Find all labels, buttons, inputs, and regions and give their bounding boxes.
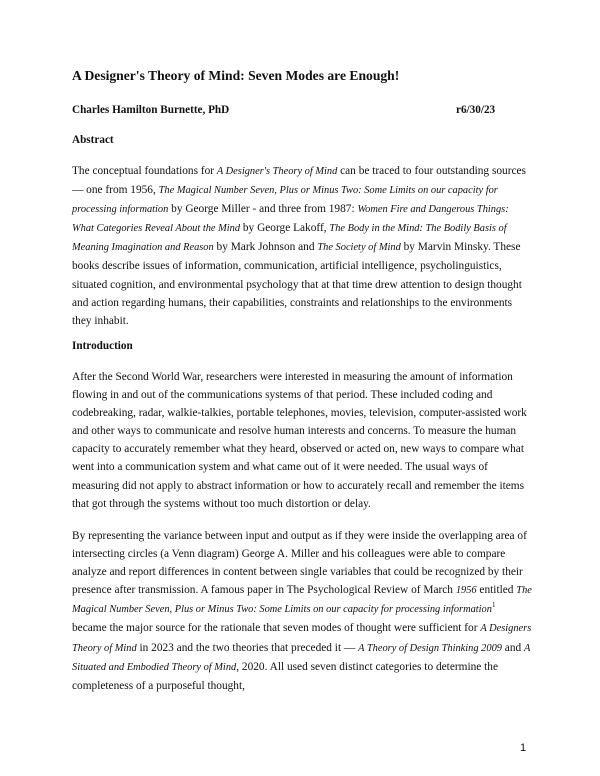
italic-title: Women Fire and Dangerous Things: What Categories Reveal About the Mind bbox=[72, 204, 509, 235]
text-run: by Mark Johnson and bbox=[213, 241, 318, 254]
text-run: , 2020. All used seven distinct categories to determine the completeness of a purposeful thought, bbox=[72, 660, 499, 692]
text-run: By representing the variance between input and output as if they were inside the overlapping area of intersecting circles (a Venn diagram) George A. Miller and his colleagues were able to compare analyze and report differences in content between single variables that could be recognized by their presence after transmission. A famous paper in The Psychological Review of March bbox=[72, 530, 527, 597]
introduction-paragraph-2 bbox=[72, 527, 532, 695]
introduction-heading: Introduction bbox=[72, 340, 133, 352]
text-run: The conceptual foundations for bbox=[72, 165, 217, 177]
text-run: and bbox=[501, 641, 525, 654]
italic-title: A Designers Theory of Mind bbox=[72, 623, 532, 654]
document-title: A Designer's Theory of Mind: Seven Modes are Enough! bbox=[72, 68, 400, 83]
revision-date: r6/30/23 bbox=[456, 104, 496, 116]
abstract-heading: Abstract bbox=[72, 134, 114, 146]
text-run: can be traced to four outstanding sources — one from 1956, bbox=[72, 165, 526, 197]
text-run: by George Lakoff, bbox=[240, 222, 330, 235]
text-run: became the major source for the rationale that seven modes of thought were sufficient for bbox=[72, 622, 481, 635]
italic-year: 1956 bbox=[455, 585, 477, 597]
italic-title: The Body in the Mind: The Bodily Basis of Meaning Imagination and Reason bbox=[72, 223, 507, 254]
text-run: by George Miller - and three from 1987: bbox=[168, 203, 358, 216]
author-name: Charles Hamilton Burnette, PhD bbox=[72, 104, 230, 116]
italic-title: A Designer's Theory of Mind bbox=[216, 166, 338, 177]
italic-title: A Situated and Embodied Theory of Mind bbox=[72, 642, 531, 673]
italic-title: The Magical Number Seven, Plus or Minus Two: Some Limits on our capacity for processing information bbox=[72, 185, 498, 216]
footnote-reference[interactable]: 1 bbox=[491, 601, 496, 610]
italic-title: The Magical Number Seven, Plus or Minus Two: Some Limits on our capacity for processing information bbox=[72, 585, 532, 616]
abstract-paragraph bbox=[72, 162, 532, 330]
introduction-paragraph-1: After the Second World War, researchers were interested in measuring the amount of information flowing in and out of the communications systems of that period. These included coding and codebreaking, radar, walkie-talkies, portable telephones, movies, television, computer-assisted work and other ways to communicate and resolve human interests and concerns. To measure the human capacity to accurately remember what they heard, observed or acted on, new ways to compare what went into a communication system and what came out of it were needed. The usual ways of measuring did not apply to abstract information or how to accurately recall and remember the items that got through the systems without too much distortion or delay. bbox=[72, 371, 527, 510]
italic-title: A Theory of Design Thinking 2009 bbox=[358, 642, 502, 654]
text-run: by Marvin Minsky. These books describe issues of information, communication, artificial intelligence, psycholinguistics, situated cognition, and environmental psychology that at that time drew attention to design thought and action regarding humans, their capabilities, constraints and relationships to the environments they inhabit. bbox=[72, 241, 522, 327]
italic-title: The Society of Mind bbox=[317, 242, 401, 254]
text-run: entitled bbox=[476, 584, 517, 597]
text-run: in 2023 and the two theories that preceded it — bbox=[136, 641, 359, 654]
page-number: 1 bbox=[520, 742, 527, 754]
